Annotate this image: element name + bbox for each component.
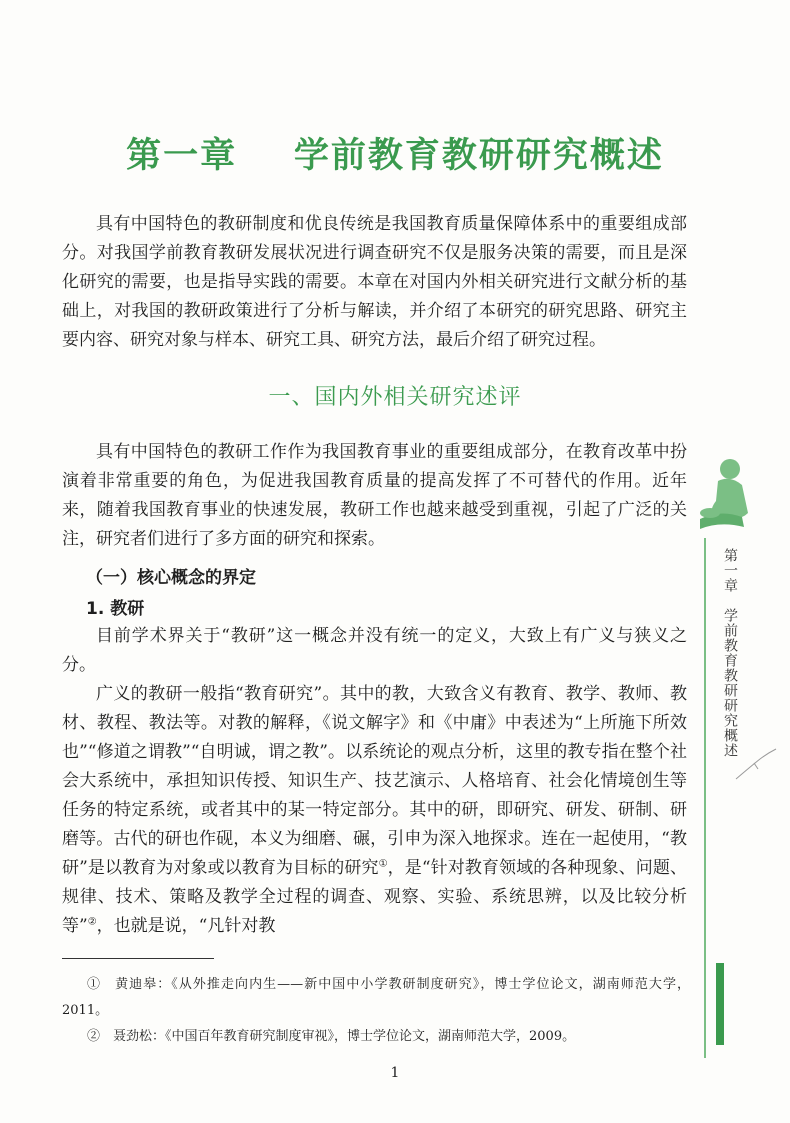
jiaoyan-paragraph-2	[62, 680, 687, 941]
footnote-1: ① 黄迪皋：《从外推走向内生——新中国中小学教研制度研究》，博士学位论文，湖南师范大学，2011。	[62, 977, 690, 1018]
page-number: 1	[390, 1065, 400, 1081]
footnote-ref-2[interactable]: ②	[87, 916, 97, 928]
footnote-divider	[62, 958, 214, 959]
jiaoyan-paragraph-2-c: ，也就是说，“凡针对教	[96, 916, 276, 936]
side-chapter-tab: 第一章 学前教育教研研究概述	[722, 548, 738, 758]
footnote-2: ② 聂劲松：《中国百年教育研究制度审视》，博士学位论文，湖南师范大学，2009。	[87, 1029, 576, 1044]
jiaoyan-definition-block	[62, 622, 687, 941]
side-accent-bar	[716, 963, 724, 1045]
child-reading-icon	[690, 455, 760, 535]
section-heading: 一、国内外相关研究述评	[268, 385, 522, 410]
subheading-core-concepts: （一）核心概念的界定	[86, 568, 256, 588]
chapter-title: 第一章 学前教育教研研究概述	[126, 136, 664, 176]
margin-scribble-mark	[732, 745, 780, 785]
intro-paragraph-block	[62, 210, 687, 355]
section-paragraph-block	[62, 438, 687, 554]
jiaoyan-paragraph-1: 目前学术界关于“教研”这一概念并没有统一的定义，大致上有广义与狭义之分。	[62, 626, 687, 675]
intro-paragraph: 具有中国特色的教研制度和优良传统是我国教育质量保障体系中的重要组成部分。对我国学前教育教研发展状况进行调查研究不仅是服务决策的需要，而且是深化研究的需要，也是指导实践的需要。本章在对国内外相关研究进行文献分析的基础上，对我国的教研政策进行了分析与解读，并介绍了本研究的研究思路、研究主要内容、研究对象与样本、研究工具、研究方法，最后介绍了研究过程。	[62, 214, 687, 350]
footnote-ref-1[interactable]: ①	[378, 858, 388, 870]
side-tab-rule	[704, 538, 706, 1058]
footnotes	[62, 972, 690, 1050]
section-paragraph: 具有中国特色的教研工作作为我国教育事业的重要组成部分，在教育改革中扮演着非常重要的角色，为促进我国教育质量的提高发挥了不可替代的作用。近年来，随着我国教育事业的快速发展，教研工作也越来越受到重视，引起了广泛的关注，研究者们进行了多方面的研究和探索。	[62, 442, 687, 549]
jiaoyan-paragraph-2-b: ，是“针对教育领域的各种现象、问题、规律、技术、策略及教学全过程的调查、观察、实验、系统思辨，以及比较分析等”	[62, 858, 687, 936]
jiaoyan-paragraph-2-a: 广义的教研一般指“教育研究”。其中的教，大致含义有教育、教学、教师、教材、教程、教法等。对教的解释，《说文解字》和《中庸》中表述为“上所施下所效也”“修道之谓教”“自明诚，谓之教”。以系统论的观点分析，这里的教专指在整个社会大系统中，承担知识传授、知识生产、技艺演示、人格培育、社会化情境创生等任务的特定系统，或者其中的某一特定部分。其中的研，即研究、研发、研制、研磨等。古代的研也作砚，本义为细磨、碾，引申为深入地探求。连在一起使用，“教研”是以教育为对象或以教育为目标的研究	[62, 684, 687, 878]
subheading-jiaoyan: 1. 教研	[86, 599, 145, 619]
